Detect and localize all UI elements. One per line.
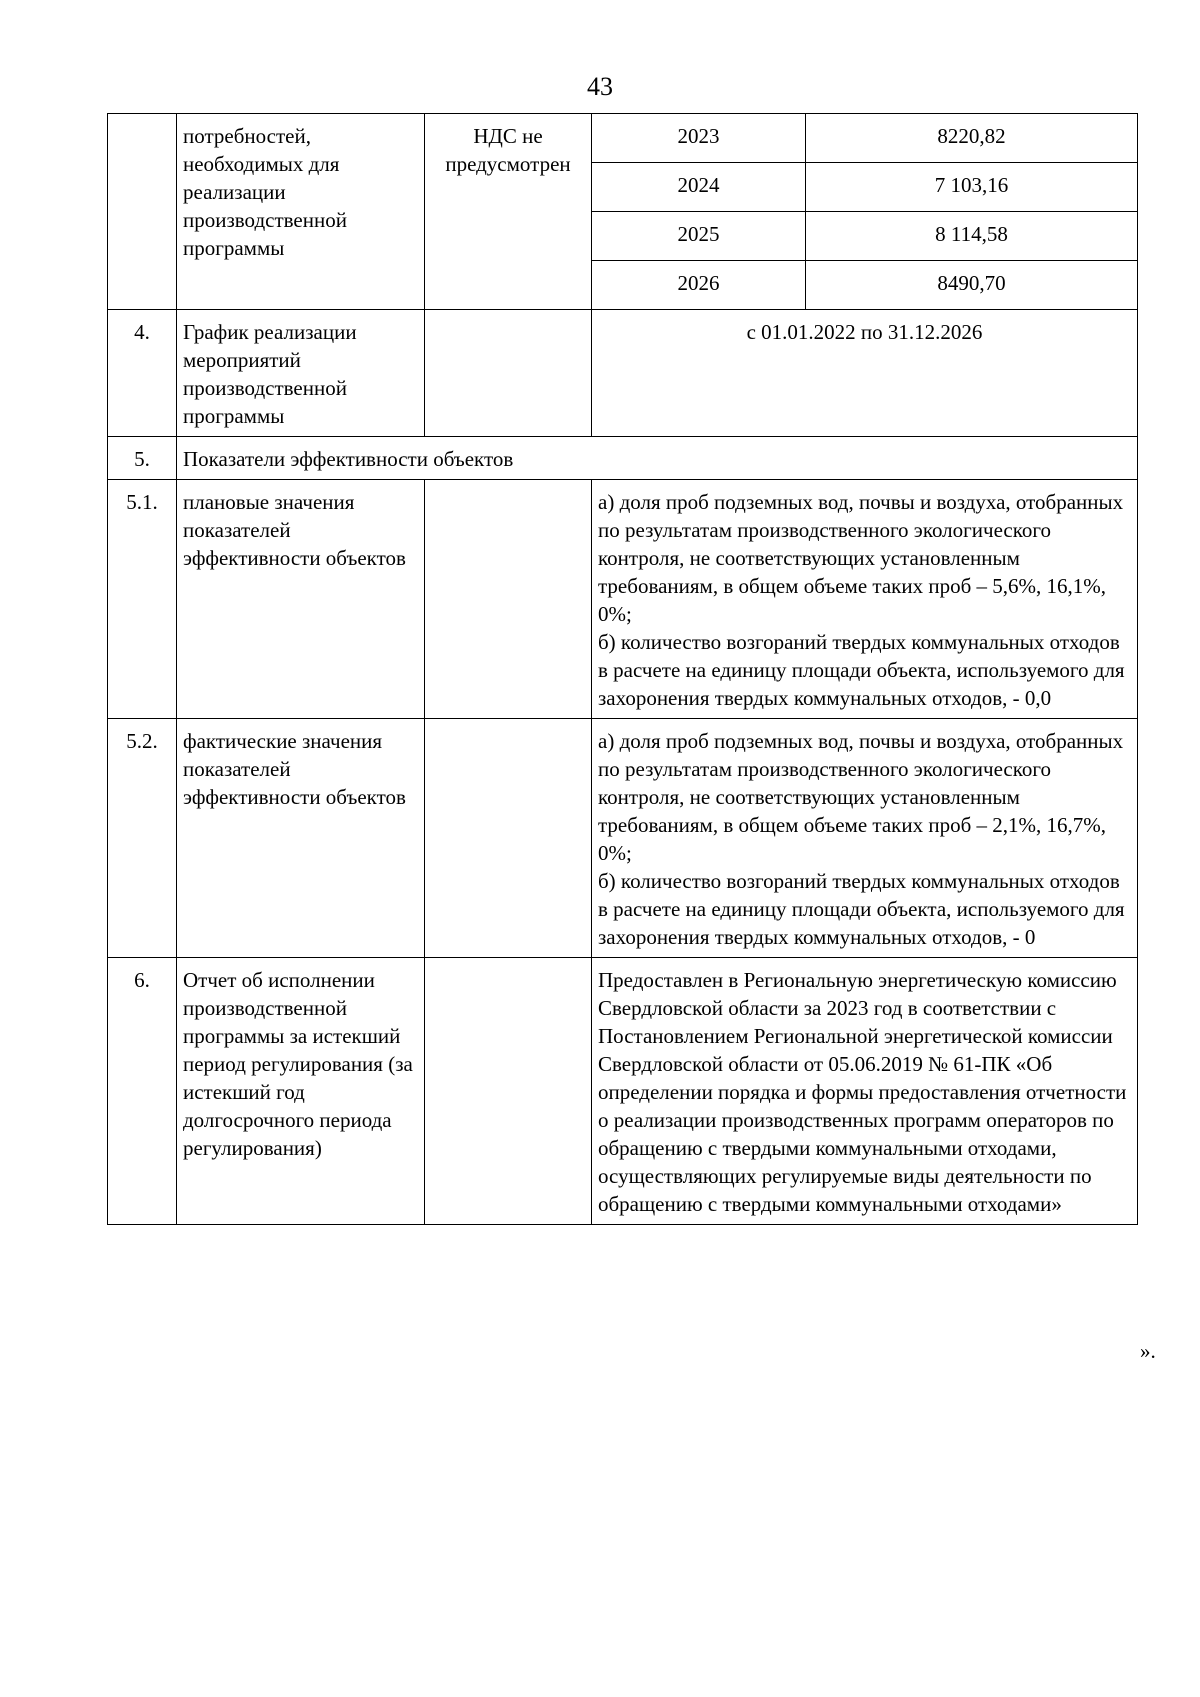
year-cell: 2026 — [592, 261, 806, 310]
indicator-value-cell — [592, 719, 1138, 958]
row-number-cell: 5. — [108, 437, 177, 480]
row-label-cell: График реализации мероприятий производственной программы — [177, 310, 425, 437]
row-label-cell: плановые значения показателей эффективности объектов — [177, 480, 425, 719]
row-number-cell: 5.1. — [108, 480, 177, 719]
empty-cell — [425, 480, 592, 719]
schedule-value-cell: с 01.01.2022 по 31.12.2026 — [592, 310, 1138, 437]
closing-quote-mark: ». — [1140, 1339, 1156, 1363]
empty-cell — [425, 310, 592, 437]
row-number-cell: 5.2. — [108, 719, 177, 958]
amount-cell: 7 103,16 — [806, 163, 1138, 212]
row-number-cell: 4. — [108, 310, 177, 437]
indicator-a-text: а) доля проб подземных вод, почвы и воздуха, отобранных по результатам производственного экологического контроля, не соответствующих установленным требованиям, в общем объеме таких проб – 5,6%, 16,1%, 0%; — [598, 490, 1124, 626]
amount-cell: 8 114,58 — [806, 212, 1138, 261]
table-row — [108, 480, 1138, 719]
row-label-cell: потребностей, необходимых для реализации производственной программы — [177, 114, 425, 310]
report-value-cell: Предоставлен в Региональную энергетическую комиссию Свердловской области за 2023 год в соответствии с Постановлением Региональной энергетической комиссии Свердловской области от 05.06.2019 № 61-ПК «Об определении порядка и формы предоставления отчетности о реализации производственных программ операторов по обращению с твердыми коммунальными отходами, осуществляющих регулируемые виды деятельности по обращению с твердыми коммунальными отходами» — [592, 958, 1138, 1225]
table-row — [108, 958, 1138, 1225]
amount-cell: 8220,82 — [806, 114, 1138, 163]
row-number-cell: 6. — [108, 958, 177, 1225]
production-program-table — [107, 113, 1138, 1225]
empty-cell — [425, 958, 592, 1225]
year-cell: 2023 — [592, 114, 806, 163]
table-row — [108, 310, 1138, 437]
indicator-b-text: б) количество возгораний твердых коммунальных отходов в расчете на единицу площади объекта, используемого для захоронения твердых коммунальных отходов, - 0 — [598, 869, 1125, 949]
indicator-value-cell — [592, 480, 1138, 719]
table-row — [108, 437, 1138, 480]
table-row — [108, 719, 1138, 958]
year-cell: 2025 — [592, 212, 806, 261]
year-cell: 2024 — [592, 163, 806, 212]
indicator-b-text: б) количество возгораний твердых коммунальных отходов в расчете на единицу площади объекта, используемого для захоронения твердых коммунальных отходов, - 0,0 — [598, 630, 1125, 710]
amount-cell: 8490,70 — [806, 261, 1138, 310]
section-heading-cell: Показатели эффективности объектов — [177, 437, 1138, 480]
page-number: 43 — [587, 72, 613, 101]
table-row — [108, 114, 1138, 163]
vat-note-cell: НДС не предусмотрен — [425, 114, 592, 310]
row-label-cell: фактические значения показателей эффективности объектов — [177, 719, 425, 958]
row-label-cell: Отчет об исполнении производственной программы за истекший период регулирования (за истекший год долгосрочного периода регулирования) — [177, 958, 425, 1225]
indicator-a-text: а) доля проб подземных вод, почвы и воздуха, отобранных по результатам производственного экологического контроля, не соответствующих установленным требованиям, в общем объеме таких проб – 2,1%, 16,7%, 0%; — [598, 729, 1124, 865]
row-number-cell — [108, 114, 177, 310]
empty-cell — [425, 719, 592, 958]
